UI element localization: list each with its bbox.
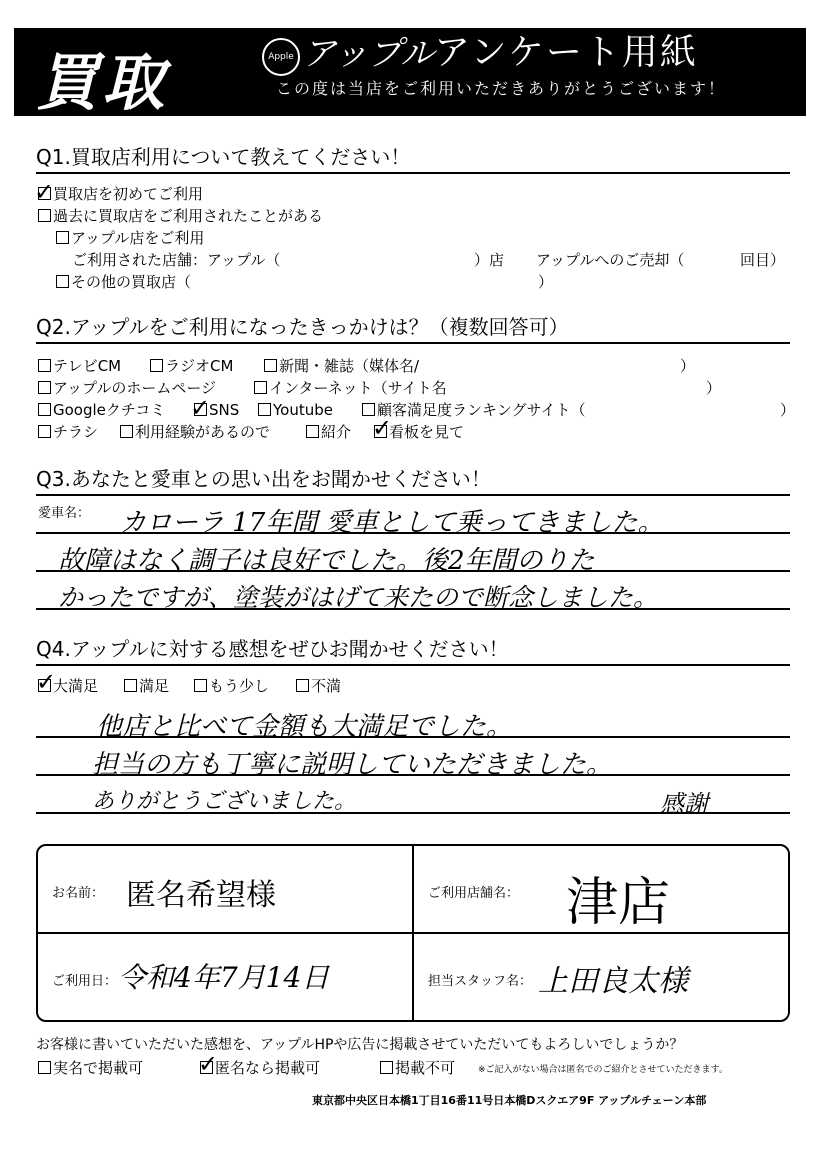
q2-option-radio[interactable]: ラジオCM bbox=[150, 356, 233, 376]
consent-note: ※ご記入がない場合は匿名でのご紹介とさせていただきます。 bbox=[478, 1065, 728, 1075]
checkbox[interactable] bbox=[38, 1061, 51, 1074]
customer-info-box bbox=[36, 844, 790, 1022]
checkbox[interactable] bbox=[254, 381, 267, 394]
name-label: お名前： bbox=[52, 886, 105, 901]
store-value[interactable]: 津店 bbox=[566, 873, 671, 933]
checkbox[interactable] bbox=[38, 359, 51, 372]
q2-option-google[interactable]: Googleクチコミ bbox=[38, 400, 165, 420]
form-title: アンケート用紙 bbox=[434, 32, 698, 73]
q2-option-flyer[interactable]: チラシ bbox=[38, 422, 98, 442]
thanks-message: この度は当店をご利用いただきありがとうございます！ bbox=[276, 79, 727, 98]
check-mark-icon: ✓ bbox=[190, 394, 211, 422]
q1-option-first[interactable]: 買取店を初めてご利用 bbox=[38, 184, 203, 204]
q2-option-homepage[interactable]: アップルのホームページ bbox=[38, 378, 216, 398]
checkbox[interactable] bbox=[56, 231, 69, 244]
check-mark-icon: ✓ bbox=[34, 178, 55, 206]
header-banner bbox=[14, 28, 806, 119]
name-value[interactable]: 匿名希望様 bbox=[126, 878, 276, 913]
q1-used-store: ご利用された店舗：アップル（ bbox=[72, 251, 281, 269]
checkbox[interactable] bbox=[194, 679, 207, 692]
checkbox[interactable] bbox=[38, 209, 51, 222]
check-mark-icon: ✓ bbox=[36, 668, 57, 696]
staff-value[interactable]: 上田良太様 bbox=[538, 964, 688, 999]
staff-label: 担当スタッフ名： bbox=[428, 974, 533, 989]
q4-divider bbox=[36, 664, 790, 666]
footer-address: 東京都中央区日本橋1丁目16番11号日本橋Dスクエア9F アップルチェーン本部 bbox=[312, 1094, 707, 1107]
store-label: ご利用店舗名： bbox=[428, 886, 520, 901]
checkbox[interactable] bbox=[296, 679, 309, 692]
checkbox[interactable] bbox=[38, 425, 51, 438]
q2-option-internet[interactable]: インターネット（サイト名 bbox=[254, 378, 447, 398]
brand-name: アップル bbox=[302, 34, 435, 74]
checkbox[interactable] bbox=[150, 359, 163, 372]
q4-answer-line-1: 他店と比べて金額も大満足でした。 bbox=[96, 712, 513, 742]
q4-option-more[interactable]: もう少し bbox=[194, 676, 269, 696]
q2-divider bbox=[36, 342, 790, 344]
q1-option-apple[interactable]: アップル店をご利用 bbox=[56, 228, 204, 248]
checkbox[interactable] bbox=[306, 425, 319, 438]
q2-option-experience[interactable]: 利用経験があるので bbox=[120, 422, 270, 442]
q2-option-news[interactable]: 新聞・雑誌（媒体名/ bbox=[264, 356, 419, 376]
checkbox[interactable] bbox=[38, 403, 51, 416]
checkbox[interactable] bbox=[258, 403, 271, 416]
checkbox[interactable] bbox=[56, 275, 69, 288]
q4-answer-line-2: 担当の方も丁寧に説明していただきました。 bbox=[92, 750, 613, 780]
q2-option-intro[interactable]: 紹介 bbox=[306, 422, 351, 442]
q1-divider bbox=[36, 172, 790, 174]
consent-real-name[interactable]: 実名で掲載可 bbox=[38, 1058, 143, 1078]
q4-title: Q4.アップルに対する感想をぜひお聞かせください！ bbox=[36, 637, 509, 661]
q2-option-youtube[interactable]: Youtube bbox=[258, 400, 333, 420]
q4-answer-line-3: ありがとうございました。 bbox=[92, 789, 357, 814]
q4-signature: 感謝 bbox=[660, 790, 708, 818]
q2-option-tv[interactable]: テレビCM bbox=[38, 356, 121, 376]
consent-question: お客様に書いていただいた感想を、アップルHPや広告に掲載させていただいてもよろしいでしょうか？ bbox=[36, 1037, 684, 1053]
consent-anonymous[interactable]: 匿名なら掲載可 bbox=[200, 1058, 320, 1078]
q4-option-satisfied[interactable]: 満足 bbox=[124, 676, 169, 696]
date-label: ご利用日： bbox=[52, 974, 118, 989]
check-mark-icon: ✓ bbox=[372, 414, 393, 442]
checkbox[interactable] bbox=[380, 1061, 393, 1074]
q2-option-sns[interactable]: SNS bbox=[194, 400, 239, 420]
q2-news-close: ） bbox=[680, 357, 696, 375]
q2-internet-close: ） bbox=[706, 379, 722, 397]
check-mark-icon: ✓ bbox=[198, 1050, 219, 1078]
checkbox[interactable] bbox=[120, 425, 133, 438]
q3-answer-line-1: カローラ 17年間 愛車として乗ってきました。 bbox=[120, 508, 664, 538]
car-name-label: 愛車名： bbox=[38, 506, 91, 521]
info-divider-v bbox=[412, 846, 414, 1020]
q1-option-past[interactable]: 過去に買取店をご利用されたことがある bbox=[38, 206, 323, 226]
q3-divider bbox=[36, 494, 790, 496]
apple-logo-icon: Apple bbox=[262, 38, 300, 76]
q2-ranking-close: ） bbox=[780, 401, 796, 419]
q3-answer-line-2: 故障はなく調子は良好でした。後2年間のりた bbox=[58, 546, 595, 576]
kaitori-title: 買取 bbox=[36, 46, 169, 119]
q1-sale-count: アップルへのご売却（ bbox=[536, 251, 685, 269]
q3-answer-line-3: かったですが、塗装がはげて来たので断念しました。 bbox=[58, 583, 659, 612]
q2-option-signboard[interactable]: 看板を見て bbox=[374, 422, 464, 442]
q1-store-suffix: ）店 bbox=[474, 251, 505, 269]
q1-count-suffix: 回目） bbox=[740, 251, 786, 269]
q1-title: Q1.買取店利用について教えてください！ bbox=[36, 145, 411, 169]
consent-not-allowed[interactable]: 掲載不可 bbox=[380, 1058, 455, 1078]
q4-option-very[interactable]: 大満足 bbox=[38, 676, 98, 696]
checkbox[interactable] bbox=[38, 381, 51, 394]
q4-option-unsatisfied[interactable]: 不満 bbox=[296, 676, 341, 696]
q1-other-close: ） bbox=[538, 273, 554, 291]
q3-title: Q3.あなたと愛車との思い出をお聞かせください！ bbox=[36, 467, 491, 491]
checkbox[interactable] bbox=[264, 359, 277, 372]
q2-title: Q2.アップルをご利用になったきっかけは？（複数回答可） bbox=[36, 315, 569, 339]
checkbox[interactable] bbox=[124, 679, 137, 692]
date-value[interactable]: 令和4年7月14日 bbox=[118, 961, 330, 994]
q2-option-ranking[interactable]: 顧客満足度ランキングサイト（ bbox=[362, 400, 586, 420]
q1-option-other[interactable]: その他の買取店（ bbox=[56, 272, 191, 292]
